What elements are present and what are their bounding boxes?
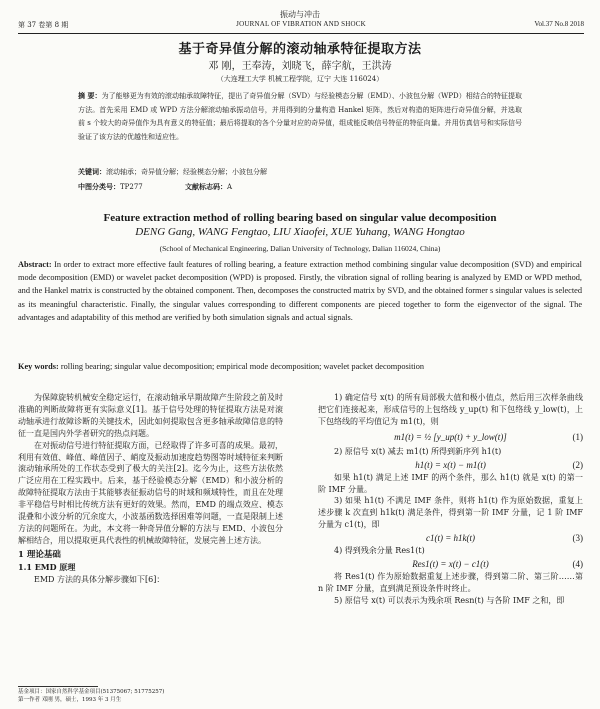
equation-3-number: (3) bbox=[572, 533, 583, 544]
section-heading: 1 理论基础 bbox=[18, 549, 61, 560]
equation-3-body: c1(t) = h1k(t) bbox=[425, 533, 476, 544]
en-keywords-label: Key words: bbox=[18, 362, 59, 371]
step-3: 3) 如果 h1(t) 不满足 IMF 条件，则将 h1(t) 作为原始数据，重复上述步骤 k 次直到 h1k(t) 满足条件，得到第一阶 IMF 分量，记 1 阶 IMF 分量为 c1(t)，即 bbox=[318, 496, 583, 530]
en-title: Feature extraction method of rolling bearing based on singular value decomposition bbox=[103, 212, 497, 224]
step-4: 4) 得到残余分量 Res1(t) bbox=[334, 546, 425, 556]
running-header bbox=[18, 20, 584, 31]
equation-2-number: (2) bbox=[572, 459, 583, 470]
subsection-heading: 1.1 EMD 原理 bbox=[18, 561, 76, 572]
equation-2 bbox=[318, 458, 583, 472]
intro-paragraph-2: 在对振动信号进行特征提取方面，已经取得了许多可喜的成果。最初，利用有效值、峰值、峰值因子、峭度及振动加速度趋势图等时域特征来判断滚动轴承所处的工作状态受到了极大的关注[2]。迄今为止，这些方法依然广泛应用在工程实践中。后来，基于经验模态分解（EMD）和小波分析的故障特征提取方法由于其能够表征振动信号的时域和频域特性，而且在处理非平稳信号时相比传统方法有更好的效果。然而，EMD 的端点效应、模态混叠和小波分析的冗余度大，小波基函数选择困难等问题，一直是限制上述方法的问题所在。为此，本文将一种奇异值分解的方法与 EMD、小波包分解相结合，用以提取更具代表性的机械故障特征，发展完善上述方法。 bbox=[18, 440, 283, 545]
zh-abstract-text: 为了能够更为有效的滚动轴承故障特征，提出了奇异值分解（SVD）与经验模态分解（EMD）、小波包分解（WPD）相结合的特征提取方法。首先采用 EMD 或 WPD 方法分解滚动轴承振动信号，并用得到的分量构造 Hankel 矩阵，然后对构造的矩阵进行奇异值分解，并选取前 s 个较大的奇异值作为具有意义的特征值；最后将提取的各个分量对应的奇异值，组成能反映信号特征的特征向量。并用仿真信号和实际信号验证了该方法的优越性和适应性。 bbox=[78, 92, 523, 141]
step-1: 1) 确定信号 x(t) 的所有局部极大值和极小值点，然后用三次样条曲线把它们连接起来，形成信号的上包络线 y_up(t) 和下包络线 y_low(t)，上下包络线的平均值记为 m1(t)，则 bbox=[318, 393, 583, 426]
en-abstract bbox=[18, 258, 582, 324]
zh-keywords-label: 关键词： bbox=[78, 167, 106, 176]
doc-code-value: A bbox=[226, 183, 233, 191]
step-5: 5) 原信号 x(t) 可以表示为残余项 Resn(t) 与各阶 IMF 之和，即 bbox=[334, 595, 565, 605]
en-abstract-text: In order to extract more effective fault features of rolling bearing, a feature extraction method combining singular value decomposition (SVD) and empirical mode decomposition (EMD) or wavelet packet decomposition (WPD) is proposed. Firstly, the vibration signal of rolling bearing is analyzed by EMD or WPD method, and the Hankel matrix is constructed by the obtained component. Then, decomposes the constructed matrix by SVD, and the obtained former s singular values is selected as its meaningful characteristic. Finally, the singular values corresponding to different components are pieced together to form the eigenvector of the signal. The advantages and adaptability of this method are verified by both simulation signals and actual signals. bbox=[18, 260, 582, 322]
journal-name-en: JOURNAL OF VIBRATION AND SHOCK bbox=[236, 20, 366, 28]
zh-keywords bbox=[78, 167, 522, 177]
equation-1-number: (1) bbox=[572, 431, 583, 442]
body-column-left bbox=[18, 392, 283, 586]
zh-title: 基于奇异值分解的滚动轴承特征提取方法 bbox=[178, 42, 422, 57]
equation-4-number: (4) bbox=[572, 559, 583, 570]
step-2-note: 如果 h1(t) 满足上述 IMF 的两个条件，那么 h1(t) 就是 x(t) 的第一阶 IMF 分量。 bbox=[318, 472, 583, 494]
equation-1-body: m1(t) = ½ [y_up(t) + y_low(t)] bbox=[394, 431, 507, 442]
footnote-funding: 基金项目：国家自然科学基金项目(51375067; 51775257) bbox=[18, 689, 165, 695]
doc-code-label: 文献标志码： bbox=[184, 182, 227, 191]
footnote-author: 第一作者 邓刚 男，硕士，1993 年 3 月生 bbox=[18, 697, 122, 703]
en-authors: DENG Gang, WANG Fengtao, LIU Xiaofei, XUE Yuhang, WANG Hongtao bbox=[135, 226, 465, 238]
en-abstract-label: Abstract: bbox=[18, 260, 52, 269]
intro-paragraph-1: 为保障旋转机械安全稳定运行，在滚动轴承早期故障产生阶段之前及时准确的判断故障将更有实际意义[1]。基于信号处理的特征提取方法是对滚动轴承进行故障诊断的关键技术，因此如何提取包含更多轴承故障信息的特征一直是国内外学者研究的热点问题。 bbox=[18, 393, 283, 438]
zh-abstract-label: 摘 要： bbox=[78, 91, 102, 100]
journal-name: 振动与冲击 bbox=[280, 10, 320, 19]
equation-3 bbox=[318, 531, 583, 545]
emd-intro-line: EMD 方法的具体分解步骤如下[6]： bbox=[34, 574, 165, 584]
body-column-right bbox=[318, 392, 583, 607]
equation-4 bbox=[318, 557, 583, 571]
equation-4-body: Res1(t) = x(t) − c1(t) bbox=[412, 559, 489, 570]
equation-2-body: h1(t) = x(t) − m1(t) bbox=[415, 459, 486, 470]
zh-authors: 邓 刚，王奉涛，刘晓飞，薛字航，王洪涛 bbox=[208, 61, 392, 72]
clc-value: TP277 bbox=[120, 183, 143, 191]
step-4-note: 将 Res1(t) 作为原始数据重复上述步骤，得到第二阶、第三阶……第 n 阶 IMF 分量，直到满足预设条件时终止。 bbox=[318, 572, 583, 593]
zh-keywords-text: 滚动轴承；奇异值分解；经验模态分解；小波包分解 bbox=[106, 168, 267, 176]
footnote-rule bbox=[18, 686, 98, 687]
zh-affiliation: （大连理工大学 机械工程学院，辽宁 大连 116024） bbox=[216, 75, 384, 83]
en-affiliation: (School of Mechanical Engineering, Dalian University of Technology, Dalian 116024, China) bbox=[159, 244, 441, 253]
zh-abstract bbox=[78, 89, 522, 144]
en-keywords bbox=[18, 360, 582, 373]
en-keywords-text: rolling bearing; singular value decomposition; empirical mode decomposition; wavelet packet decomposition bbox=[60, 362, 425, 371]
volume-issue-en: Vol.37 No.8 2018 bbox=[534, 20, 584, 28]
equation-1 bbox=[318, 428, 583, 446]
volume-issue-zh: 第 37 卷第 8 期 bbox=[18, 21, 69, 29]
header-rule bbox=[18, 33, 584, 34]
step-2: 2) 原信号 x(t) 减去 m1(t) 所得到新序列 h1(t) bbox=[334, 446, 502, 456]
zh-classification bbox=[78, 182, 522, 192]
clc-label: 中图分类号： bbox=[78, 182, 120, 191]
